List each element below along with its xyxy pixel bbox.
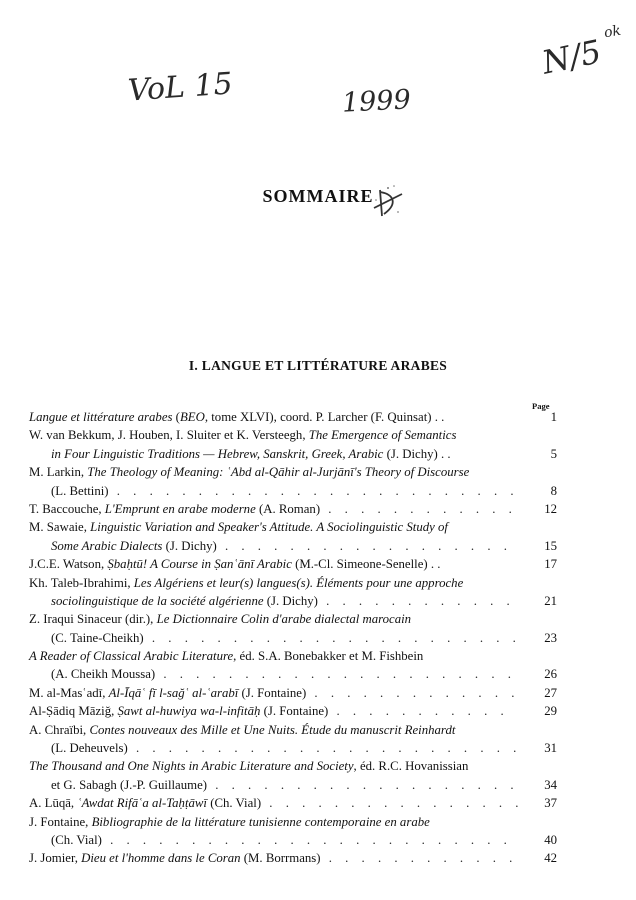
toc-line-text: J. Jomier, Dieu et l'homme dans le Coran (M. Borrmans) . . . . . . . . . . . . — [29, 851, 518, 866]
leader-dots: . . . . . . . . . . . . — [320, 851, 518, 866]
toc-entry — [29, 721, 557, 758]
toc-page-number: 21 — [544, 593, 557, 608]
toc-line — [29, 518, 557, 536]
leader-dots: . . . . . . . . . . . . . . . . . . . . . . . — [143, 630, 521, 645]
toc-line — [29, 500, 557, 518]
toc-entry — [29, 426, 557, 463]
toc-page-number: 1 — [550, 410, 557, 424]
toc-page-number: 8 — [550, 483, 557, 498]
toc-line — [29, 482, 557, 500]
toc-entry — [29, 518, 557, 555]
toc-line-text: J.C.E. Watson, Ṣbaḥtū! A Course in Ṣanʿānī Arabic (M.-Cl. Simeone-Senelle) . . — [29, 557, 441, 572]
leader-dots: . . . . . . . . . . . . — [317, 593, 515, 608]
toc-line — [29, 739, 557, 757]
toc-page-number: 27 — [544, 685, 557, 700]
toc-line-text: (Ch. Vial) . . . . . . . . . . . . . . . . . . . . . . . . . — [51, 832, 512, 847]
toc-page-number: 42 — [544, 851, 557, 866]
leader-dots: . . . . . . . . . . . — [328, 704, 509, 719]
toc-line-text: sociolinguistique de la société algérienne (J. Dichy) . . . . . . . . . . . . — [51, 593, 515, 608]
toc-line-text: T. Baccouche, L'Emprunt en arabe moderne (A. Roman) . . . . . . . . . . . . — [29, 501, 517, 516]
toc-entry — [29, 684, 557, 702]
toc-line — [29, 831, 557, 849]
toc-line — [29, 426, 557, 444]
toc-entry — [29, 463, 557, 500]
leader-dots: . . . . . . . . . . . . — [320, 501, 517, 516]
toc-page-number: 15 — [544, 538, 557, 553]
section-title: I. LANGUE ET LITTÉRATURE ARABES — [188, 358, 448, 373]
toc-line-text: (A. Cheikh Moussa) . . . . . . . . . . . . . . . . . . . . . . — [51, 667, 516, 682]
toc-line-text: The Thousand and One Nights in Arabic Literature and Society, éd. R.C. Hovanissian — [29, 759, 469, 774]
toc-line — [29, 574, 557, 592]
toc-line — [29, 813, 557, 831]
toc-line — [29, 684, 557, 702]
toc-page-number: 23 — [544, 630, 557, 645]
toc-entry — [29, 647, 557, 684]
toc-page-number: 17 — [544, 557, 557, 572]
toc-line-text: J. Fontaine, Bibliographie de la littérature tunisienne contemporaine en arabe — [29, 814, 430, 829]
toc-line — [29, 463, 557, 481]
leader-dots: . . . . . . . . . . . . . . . . . . . . . . . . . — [108, 483, 519, 498]
toc-entry — [29, 794, 557, 812]
toc-entry — [29, 555, 557, 573]
page-title: SOMMAIRE — [262, 186, 374, 206]
toc-line-text: A. Lūqā, ʿAwdat Rifāʿa al-Taḥṭāwī (Ch. Vial) . . . . . . . . . . . . . . . . — [29, 796, 524, 811]
toc-line-text: Al-Ṣādiq Māziğ, Ṣawt al-huwiya wa-l-infitāḥ (J. Fontaine) . . . . . . . . . . . — [29, 704, 509, 719]
toc-page-number: 40 — [544, 832, 557, 847]
toc-page-number: 37 — [544, 796, 557, 811]
toc-line — [29, 776, 557, 794]
leader-dots: . . . . . . . . . . . . . . . . . . . — [207, 777, 519, 792]
toc-line-text: Kh. Taleb-Ibrahimi, Les Algériens et leur(s) langues(s). Éléments pour une approche — [29, 575, 464, 590]
toc-line-text: in Four Linguistic Traditions — Hebrew, Sanskrit, Greek, Arabic (J. Dichy) . . — [51, 446, 451, 461]
toc-entry — [29, 574, 557, 611]
leader-dots: . . . . . . . . . . . . . — [306, 685, 520, 700]
toc-page-number: 5 — [550, 446, 557, 461]
handwritten-corner-mark: N/5 — [538, 32, 605, 82]
handwritten-ok: ok — [602, 22, 623, 42]
toc-line-text: A Reader of Classical Arabic Literature, éd. S.A. Bonebakker et M. Fishbein — [29, 649, 424, 664]
toc-line-text: M. al-Masʿadī, Al-Īqāʿ fī l-sağʿ al-ʿarabī (J. Fontaine) . . . . . . . . . . . . . — [29, 685, 520, 700]
toc-line — [29, 665, 557, 683]
toc-line-text: M. Sawaie, Linguistic Variation and Speaker's Attitude. A Sociolinguistic Study of — [29, 520, 448, 535]
toc-page-number: 26 — [544, 667, 557, 682]
toc-line — [29, 537, 557, 555]
page-column-header: Page — [532, 401, 550, 411]
toc-line — [29, 592, 557, 610]
toc-line-text: Z. Iraqui Sinaceur (dir.), Le Dictionnaire Colin d'arabe dialectal marocain — [29, 612, 412, 627]
toc-line — [29, 408, 557, 426]
table-of-contents — [29, 408, 557, 868]
toc-page-number: 31 — [544, 741, 557, 756]
leader-dots: . . . . . . . . . . . . . . . . . . . . . . . . — [127, 741, 522, 756]
toc-line — [29, 445, 557, 463]
toc-entry — [29, 408, 557, 426]
toc-entry — [29, 757, 557, 794]
toc-page-number: 12 — [544, 501, 557, 516]
toc-line-text: A. Chraïbi, Contes nouveaux des Mille et Une Nuits. Étude du manuscrit Reinhardt — [29, 722, 456, 737]
toc-entry — [29, 500, 557, 518]
leader-dots: . . . . . . . . . . . . . . . . . . . . . . . . . — [101, 832, 512, 847]
toc-line — [29, 757, 557, 775]
stamp-mark-icon — [368, 182, 408, 222]
leader-dots: . . . . . . . . . . . . . . . . . . . . . . — [155, 667, 516, 682]
toc-line — [29, 794, 557, 812]
handwritten-year: 1999 — [341, 84, 412, 119]
toc-line — [29, 721, 557, 739]
toc-line-text: Langue et littérature arabes (BEO, tome XLVI), coord. P. Larcher (F. Quinsat) . . — [29, 410, 445, 424]
leader-dots: . . . . . . . . . . . . . . . . — [261, 796, 524, 811]
toc-line-text: M. Larkin, The Theology of Meaning: ʿAbd al-Qāhir al-Jurjānī's Theory of Discourse — [29, 465, 470, 480]
toc-line — [29, 702, 557, 720]
toc-entry — [29, 813, 557, 850]
leader-dots: . . . . . . . . . . . . . . . . . . — [216, 538, 512, 553]
toc-line-text: W. van Bekkum, J. Houben, I. Sluiter et K. Versteegh, The Emergence of Semantics — [29, 428, 457, 443]
toc-page-number: 34 — [544, 777, 557, 792]
toc-line — [29, 555, 557, 573]
toc-line-text: (L. Bettini) . . . . . . . . . . . . . . . . . . . . . . . . . — [51, 483, 519, 498]
toc-line-text: (L. Deheuvels) . . . . . . . . . . . . . . . . . . . . . . . . — [51, 741, 522, 756]
toc-line — [29, 610, 557, 628]
toc-line — [29, 849, 557, 867]
toc-line — [29, 629, 557, 647]
toc-line — [29, 647, 557, 665]
toc-line-text: (C. Taine-Cheikh) . . . . . . . . . . . . . . . . . . . . . . . — [51, 630, 521, 645]
toc-line-text: Some Arabic Dialects (J. Dichy) . . . . . . . . . . . . . . . . . . — [51, 538, 512, 553]
toc-entry — [29, 849, 557, 867]
toc-entry — [29, 702, 557, 720]
handwritten-volume: VoL 15 — [126, 66, 234, 109]
toc-entry — [29, 610, 557, 647]
toc-page-number: 29 — [544, 704, 557, 719]
toc-line-text: et G. Sabagh (J.-P. Guillaume) . . . . . . . . . . . . . . . . . . . — [51, 777, 519, 792]
